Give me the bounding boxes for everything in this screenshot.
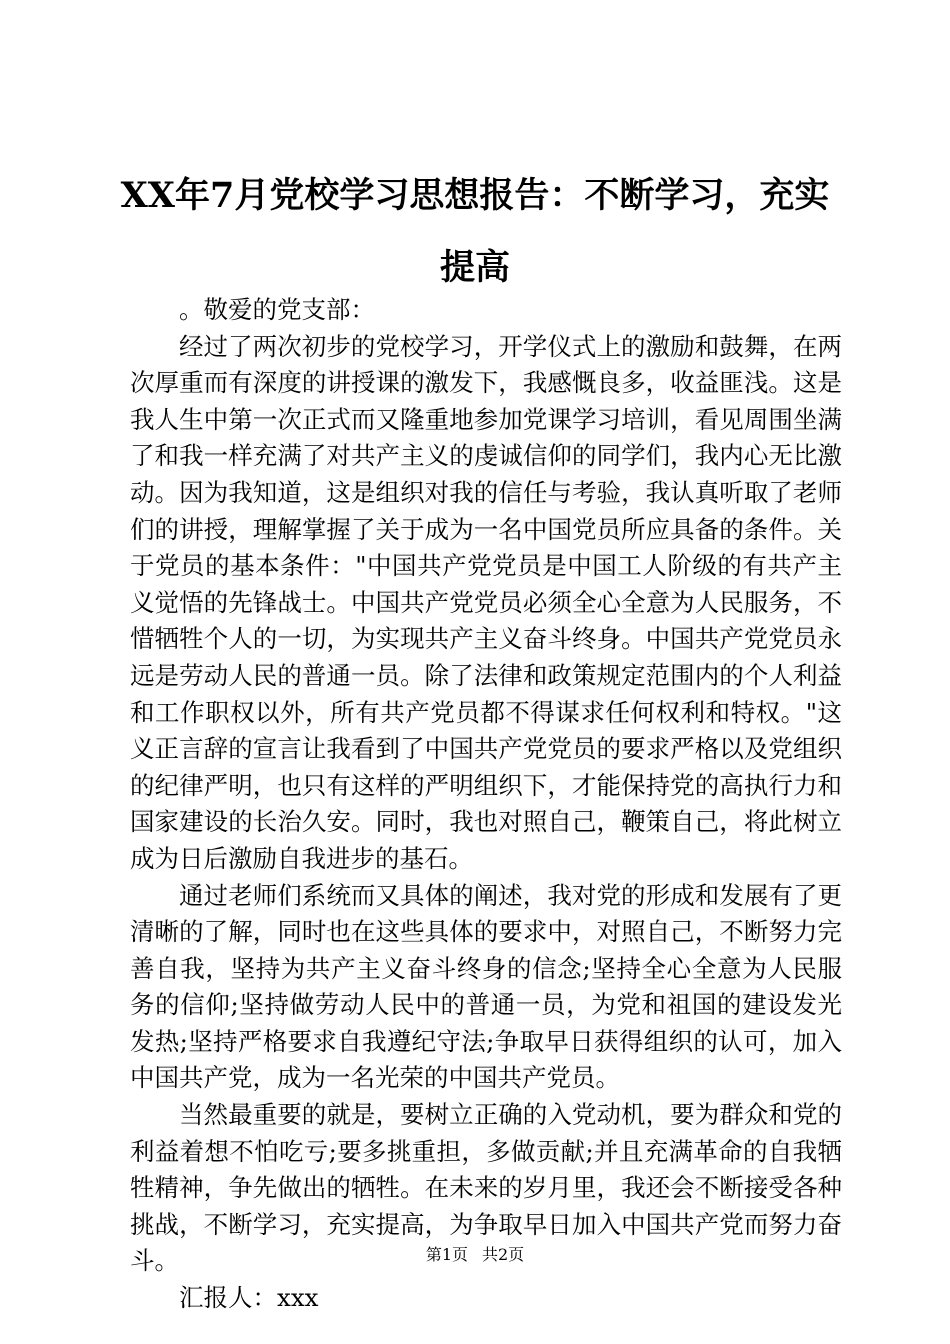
page-number-current: 第1页 bbox=[425, 1245, 468, 1264]
page-footer bbox=[0, 1244, 950, 1266]
document-title: XX年7月党校学习思想报告：不断学习，充实提高 bbox=[120, 175, 830, 288]
salutation: 。敬爱的党支部： bbox=[179, 295, 375, 324]
body-paragraph-1: 经过了两次初步的党校学习，开学仪式上的激励和鼓舞，在两次厚重而有深度的讲授课的激发下，我感慨良多，收益匪浅。这是我人生中第一次正式而又隆重地参加党课学习培训，看见周围坐满了和我一样充满了对共产主义的虔诚信仰的同学们，我内心无比激动。因为我知道，这是组织对我的信任与考验，我认真听取了老师们的讲授，理解掌握了关于成为一名中国党员所应具备的条件。关于党员的基本条件："中国共产党党员是中国工人阶级的有共产主义觉悟的先锋战士。中国共产党党员必须全心全意为人民服务，不惜牺牲个人的一切，为实现共产主义奋斗终身。中国共产党党员永远是劳动人民的普通一员。除了法律和政策规定范围内的个人利益和工作职权以外，所有共产党员都不得谋求任何权利和特权。"这义正言辞的宣言让我看到了中国共产党党员的要求严格以及党组织的纪律严明，也只有这样的严明组织下，才能保持党的高执行力和国家建设的长治久安。同时，我也对照自己，鞭策自己，将此树立成为日后激励自我进步的基石。 bbox=[130, 331, 842, 873]
signature: 汇报人：xxx bbox=[179, 1283, 319, 1313]
body-paragraph-3: 当然最重要的就是，要树立正确的入党动机，要为群众和党的利益着想不怕吃亏;要多挑重担，多做贡献;并且充满革命的自我牺牲精神，争先做出的牺牲。在未来的岁月里，我还会不断接受各种挑战，不断学习，充实提高，为争取早日加入中国共产党而努力奋斗。 bbox=[130, 1100, 842, 1276]
body-paragraph-2: 通过老师们系统而又具体的阐述，我对党的形成和发展有了更清晰的了解，同时也在这些具体的要求中，对照自己，不断努力完善自我，坚持为共产主义奋斗终身的信念;坚持全心全意为人民服务的信仰;坚持做劳动人民中的普通一员，为党和祖国的建设发光发热;坚持严格要求自我遵纪守法;争取早日获得组织的认可，加入中国共产党，成为一名光荣的中国共产党员。 bbox=[130, 880, 842, 1093]
document-body bbox=[130, 292, 842, 1317]
page-number-total: 共2页 bbox=[482, 1245, 525, 1264]
